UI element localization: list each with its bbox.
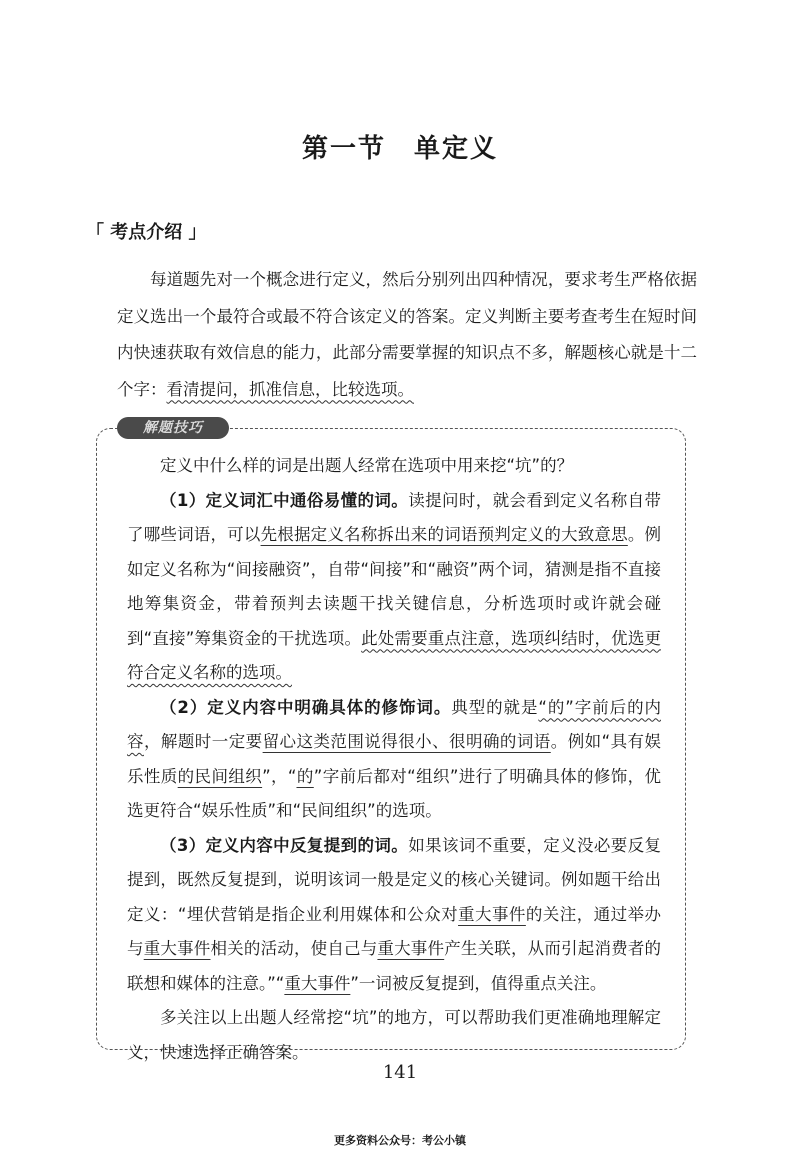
title-part1: 第一节 <box>301 134 386 164</box>
intro-paragraph <box>117 262 697 408</box>
tip-box <box>96 420 686 1062</box>
section-heading: 「 考点介绍 」 <box>86 222 207 243</box>
tip-point-1: （1）定义词汇中通俗易懂的词。读提问时，就会看到定义名称自带了哪些词语，可以先根据定义名称拆出来的词语预判定义的大致意思。例如定义名称为“间接融资”，自带“间接”和“融资”两个词，猜测是指不直接地筹集资金，带着预判去读题干找关键信息，分析选项时或许就会碰到“直接”筹集资金的干扰选项。此处需要重点注意，选项纠结时，优选更符合定义名称的选项。 <box>127 490 662 682</box>
title-part2: 单定义 <box>414 134 499 164</box>
tip-box-content <box>127 449 661 1070</box>
page-title <box>0 128 800 165</box>
tip-point-3: （3）定义内容中反复提到的词。如果该词不重要，定义没必要反复提到，既然反复提到，说明该词一般是定义的核心关键词。例如题干给出定义：“埋伏营销是指企业利用媒体和公众对重大事件的关注，通过举办与重大事件相关的活动，使自己与重大事件产生关联，从而引起消费者的联想和媒体的注意。”“重大事件”一词被反复提到，值得重点关注。 <box>127 835 662 993</box>
page-number: 141 <box>382 1062 418 1083</box>
tip-point-2-lead: （2）定义内容中明确具体的修饰词。 <box>160 697 452 717</box>
tip-point-2: （2）定义内容中明确具体的修饰词。典型的就是“的”字前后的内容，解题时一定要留心这类范围说得很小、很明确的词语。例如“具有娱乐性质的民间组织”，“的”字前后都对“组织”进行了明确具体的修饰，优选更符合“娱乐性质”和“民间组织”的选项。 <box>127 697 662 820</box>
tip-point-3-lead: （3）定义内容中反复提到的词。 <box>160 835 409 855</box>
tip-question: 定义中什么样的词是出题人经常在选项中用来挖“坑”的？ <box>160 456 574 475</box>
intro-highlight: 看清提问，抓准信息，比较选项。 <box>166 379 414 399</box>
intro-text: 每道题先对一个概念进行定义，然后分别列出四种情况，要求考生严格依据定义选出一个最符合或最不符合该定义的答案。定义判断主要考查考生在短时间内快速获取有效信息的能力，此部分需要掌握的知识点不多，解题核心就是十二个字： <box>117 270 697 399</box>
footer-note: 更多资料公众号：考公小镇 <box>334 1134 466 1147</box>
tip-summary: 多关注以上出题人经常挖“坑”的地方，可以帮助我们更准确地理解定义，快速选择正确答案。 <box>127 1008 661 1062</box>
tip-box-label: 解题技巧 <box>117 417 229 439</box>
tip-point-1-lead: （1）定义词汇中通俗易懂的词。 <box>160 490 409 510</box>
